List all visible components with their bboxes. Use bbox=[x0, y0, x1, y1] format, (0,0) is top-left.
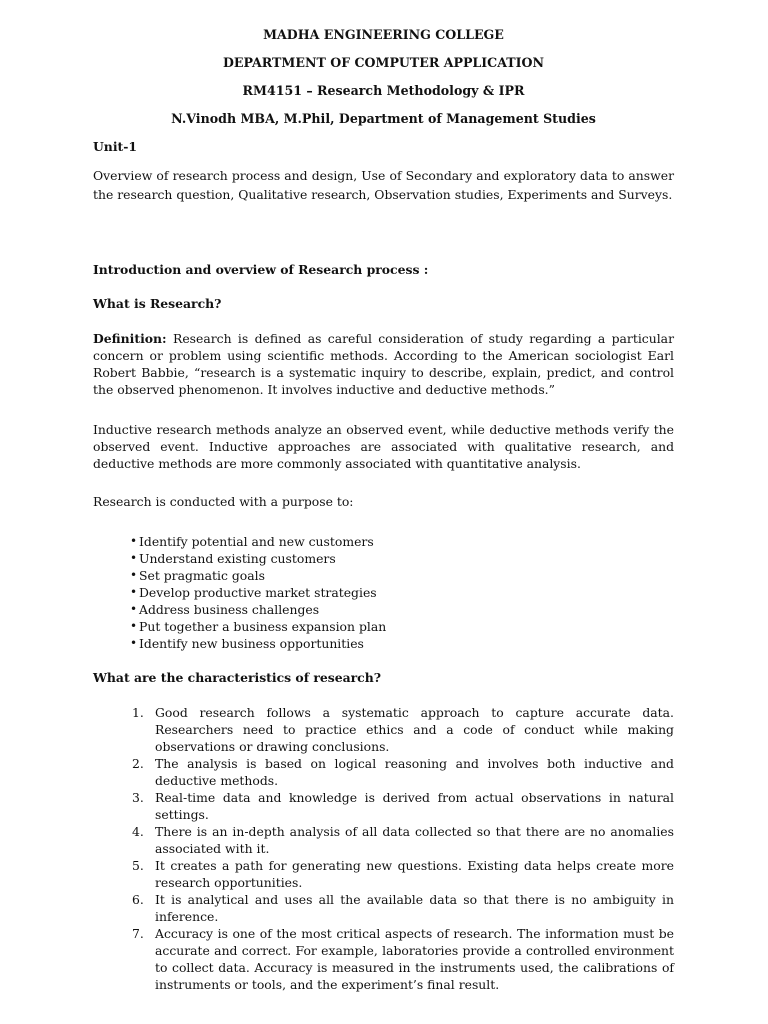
characteristics-list bbox=[124, 704, 674, 993]
faculty-line: N.Vinodh MBA, M.Phil, Department of Management Studies bbox=[171, 111, 596, 126]
list-item: 1. Good research follows a systematic approach to capture accurate data. Researchers need to practice ethics and a code of conduct while making observations or drawing conclusions. bbox=[132, 705, 674, 754]
list-item: • Put together a business expansion plan bbox=[130, 619, 387, 634]
purpose-intro: Research is conducted with a purpose to: bbox=[93, 494, 354, 509]
course-title: RM4151 – Research Methodology & IPR bbox=[242, 83, 525, 98]
college-title: MADHA ENGINEERING COLLEGE bbox=[263, 27, 504, 42]
characteristics-heading: What are the characteristics of research? bbox=[93, 670, 381, 685]
list-item: 6. It is analytical and uses all the available data so that there is no ambiguity in inference. bbox=[132, 892, 674, 924]
list-item: 2. The analysis is based on logical reasoning and involves both inductive and deductive methods. bbox=[132, 756, 674, 788]
list-item: • Understand existing customers bbox=[130, 551, 336, 566]
unit-heading: Unit-1 bbox=[93, 139, 138, 154]
list-item: • Identify new business opportunities bbox=[130, 636, 364, 651]
what-is-research-heading: What is Research? bbox=[93, 296, 222, 311]
list-item: 5. It creates a path for generating new questions. Existing data helps create more research opportunities. bbox=[132, 858, 674, 890]
bullet-icon: • bbox=[130, 568, 138, 582]
list-item: • Develop productive market strategies bbox=[130, 585, 377, 600]
list-item: 4. There is an in-depth analysis of all data collected so that there are no anomalies associated with it. bbox=[132, 824, 674, 856]
bullet-icon: • bbox=[130, 534, 138, 548]
unit-overview: Overview of research process and design, Use of Secondary and exploratory data to answer the research question, Qualitative research, Observation studies, Experiments and Surveys. bbox=[93, 168, 674, 202]
bullet-icon: • bbox=[130, 602, 138, 616]
list-item: • Set pragmatic goals bbox=[130, 568, 265, 583]
department-title: DEPARTMENT OF COMPUTER APPLICATION bbox=[222, 55, 545, 70]
bullet-icon: • bbox=[130, 585, 138, 599]
inductive-paragraph: Inductive research methods analyze an observed event, while deductive methods verify the observed event. Inductive approaches are associated with qualitative research, and deductive methods are more commonly associated with quantitative analysis. bbox=[93, 422, 674, 471]
definition-text: Research is defined as careful consideration of study regarding a particular concern or problem using scientific methods. According to the American sociologist Earl Robert Babbie, “research is a systematic inquiry to describe, explain, predict, and control the observed phenomenon. It involves inductive and deductive methods.” bbox=[93, 331, 674, 397]
definition-paragraph bbox=[93, 330, 674, 398]
definition-label: Definition: bbox=[93, 331, 167, 346]
bullet-icon: • bbox=[130, 636, 138, 650]
list-item: 3. Real-time data and knowledge is derived from actual observations in natural settings. bbox=[132, 790, 674, 822]
purpose-list bbox=[130, 533, 386, 652]
list-item: 7. Accuracy is one of the most critical aspects of research. The information must be accurate and correct. For example, laboratories provide a controlled environment to collect data. Accuracy is measured in the instruments used, the calibrations of instruments or tools, and the experiment’s final result. bbox=[132, 926, 674, 992]
list-item: • Identify potential and new customers bbox=[130, 534, 374, 549]
intro-heading: Introduction and overview of Research process : bbox=[93, 262, 429, 277]
bullet-icon: • bbox=[130, 551, 138, 565]
bullet-icon: • bbox=[130, 619, 138, 633]
list-item: • Address business challenges bbox=[130, 602, 320, 617]
